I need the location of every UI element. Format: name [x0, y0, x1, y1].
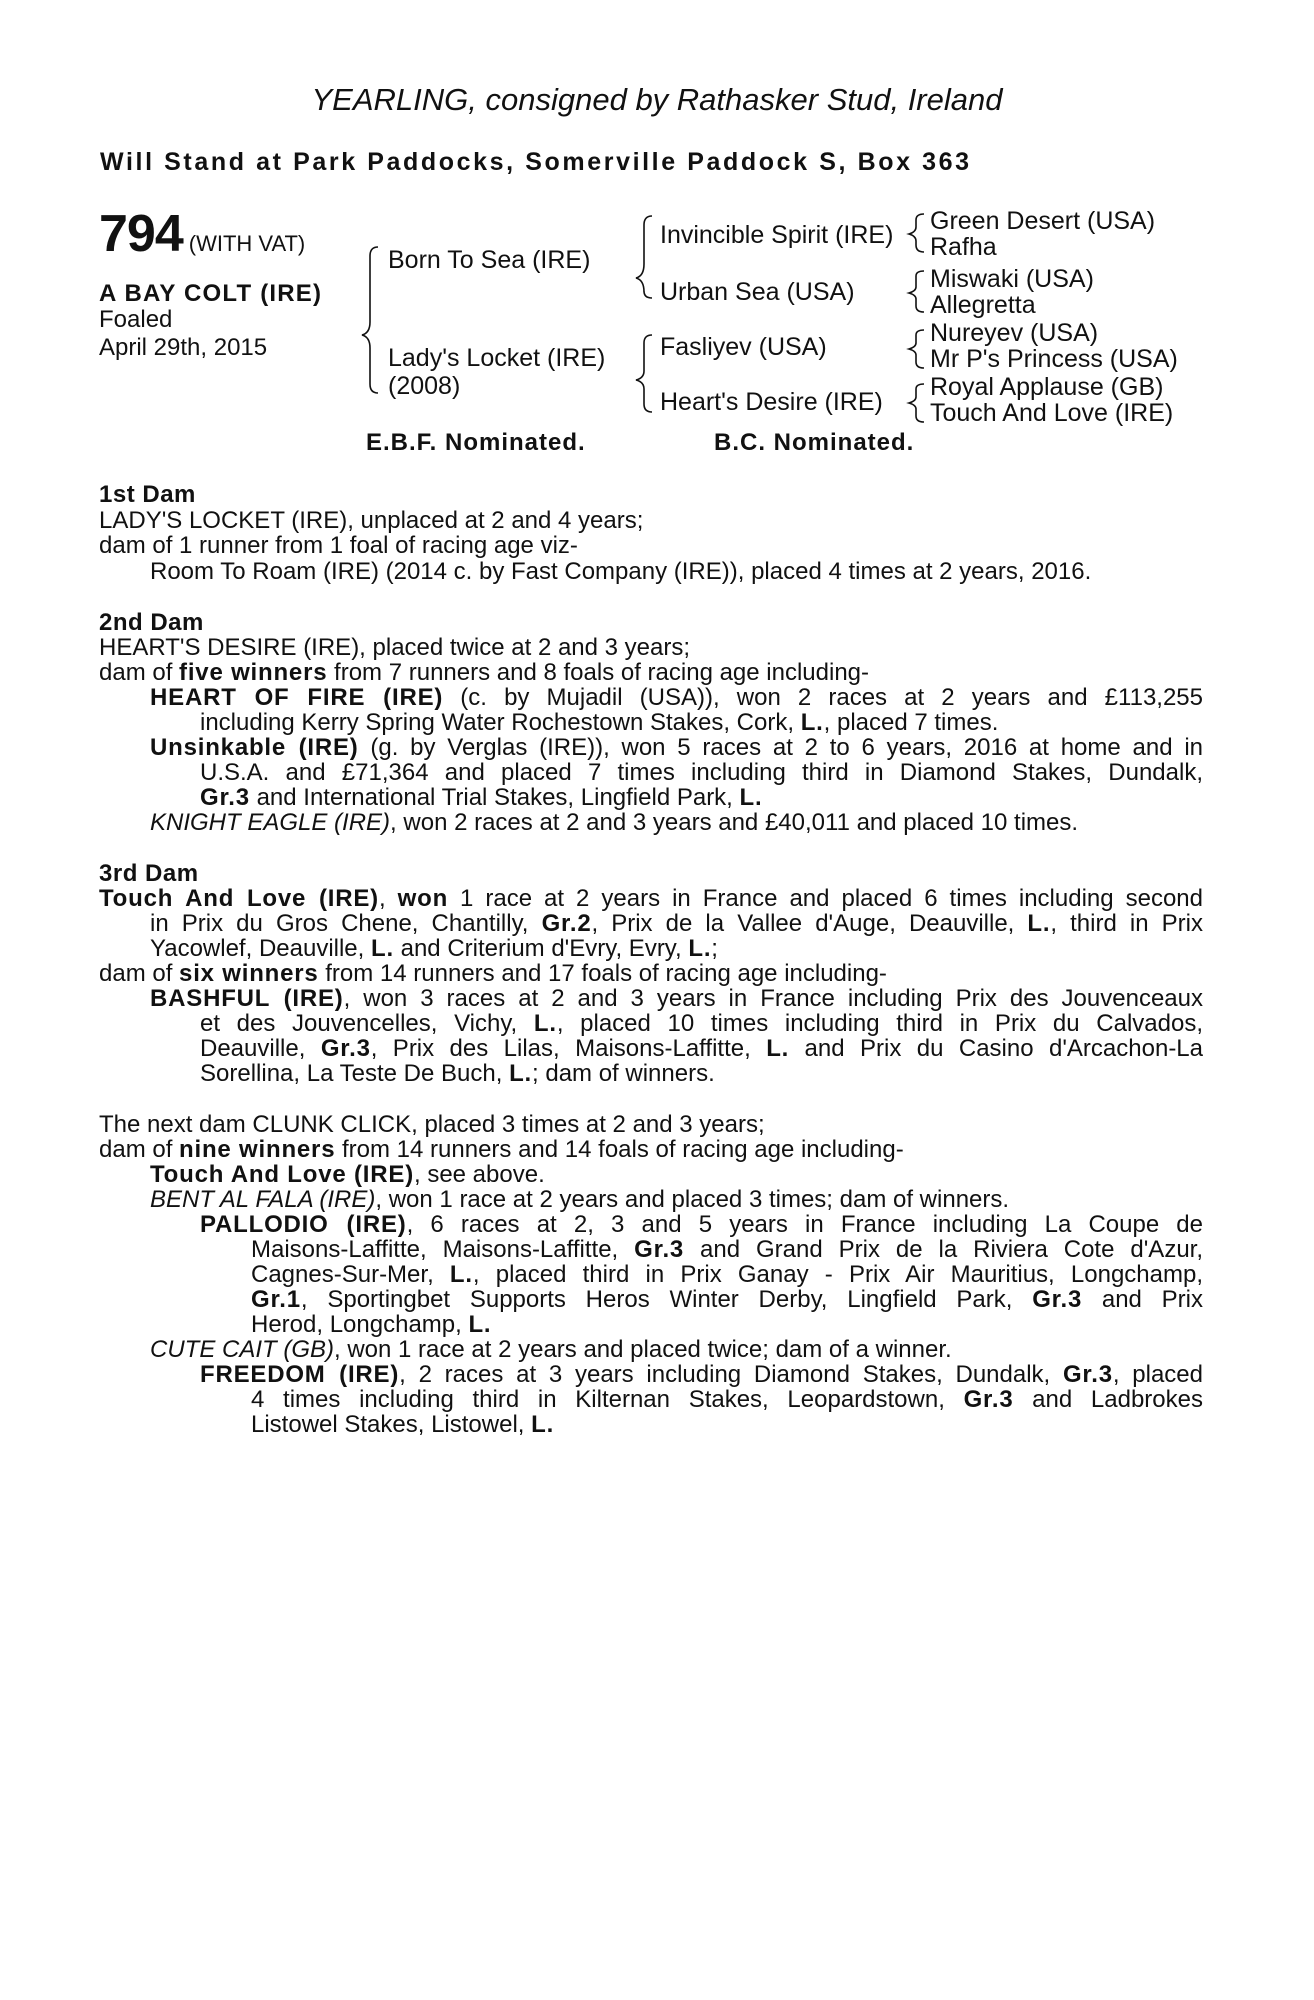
touch-and-love-line-1: Touch And Love (IRE), won 1 race at 2 years in France and placed 6 times including second: [99, 885, 1203, 912]
first-dam-line-2: dam of 1 runner from 1 foal of racing age viz-: [99, 532, 578, 559]
dam-year: (2008): [388, 372, 461, 400]
next-dam-line-2: dam of nine winners from 14 runners and 14 foals of racing age including-: [99, 1136, 904, 1163]
bashful-line-4: Sorellina, La Teste De Buch, L.; dam of winners.: [200, 1060, 715, 1087]
dam-dam: Heart's Desire (IRE): [660, 388, 883, 416]
second-dam-line-2: dam of five winners from 7 runners and 8 foals of racing age including-: [99, 659, 870, 686]
freedom-line-1: FREEDOM (IRE), 2 races at 3 years including Diamond Stakes, Dundalk, Gr.3, placed: [200, 1361, 1203, 1388]
pallodio-line-2: Maisons-Laffitte, Maisons-Laffitte, Gr.3 and Grand Prix de la Riviera Cote d'Azur,: [251, 1236, 1203, 1263]
lot-description: A BAY COLT (IRE): [99, 280, 323, 307]
second-dam-line-1: HEART'S DESIRE (IRE), placed twice at 2 and 3 years;: [99, 634, 691, 661]
touch-and-love-ref: Touch And Love (IRE), see above.: [150, 1161, 545, 1188]
sire-sire: Invincible Spirit (IRE): [660, 221, 894, 249]
sire-dam-bracket: [362, 247, 378, 393]
unsinkable-line-3: Gr.3 and International Trial Stakes, Lingfield Park, L.: [200, 784, 763, 811]
unsinkable-line-2: U.S.A. and £71,364 and placed 7 times including third in Diamond Stakes, Dundalk,: [200, 759, 1203, 786]
lot-number: 794 (WITH VAT): [99, 205, 306, 263]
foaled-label: Foaled: [99, 306, 173, 333]
ggp-2: Rafha: [930, 233, 997, 261]
sire-dam: Urban Sea (USA): [660, 278, 855, 306]
unsinkable-line-1: Unsinkable (IRE) (g. by Verglas (IRE)), won 5 races at 2 to 6 years, 2016 at home and in: [150, 734, 1203, 761]
ggp-bracket-1: [909, 214, 924, 252]
pallodio-line-4: Gr.1, Sportingbet Supports Heros Winter Derby, Lingfield Park, Gr.3 and Prix: [251, 1286, 1203, 1313]
heart-of-fire-line-2: including Kerry Spring Water Rochestown Stakes, Cork, L., placed 7 times.: [200, 709, 999, 736]
bashful-line-1: BASHFUL (IRE), won 3 races at 2 and 3 years in France including Prix des Jouvenceaux: [150, 985, 1203, 1012]
second-dam-heading: 2nd Dam: [99, 609, 204, 636]
vat-note: (WITH VAT): [188, 231, 306, 256]
ggp-bracket-2: [909, 271, 924, 312]
consignor-line: YEARLING, consigned by Rathasker Stud, Ireland: [311, 82, 1003, 117]
heart-of-fire-line-1: HEART OF FIRE (IRE) (c. by Mujadil (USA)), won 2 races at 2 years and £113,255: [150, 684, 1203, 711]
pallodio-line-1: PALLODIO (IRE), 6 races at 2, 3 and 5 years in France including La Coupe de: [200, 1211, 1204, 1238]
ggp-7: Royal Applause (GB): [930, 373, 1164, 401]
ggp-5: Nureyev (USA): [930, 319, 1099, 347]
ggp-1: Green Desert (USA): [930, 207, 1156, 235]
ggp-4: Allegretta: [930, 291, 1036, 319]
pallodio-line-5: Herod, Longchamp, L.: [251, 1311, 492, 1338]
ggp-bracket-3: [909, 330, 924, 368]
dam-line-bracket: [636, 335, 652, 412]
ebf-nominated: E.B.F. Nominated.: [366, 429, 586, 456]
third-dam-heading: 3rd Dam: [99, 860, 199, 887]
freedom-line-2: 4 times including third in Kilternan Stakes, Leopardstown, Gr.3 and Ladbrokes: [251, 1386, 1203, 1413]
first-dam-line-1: LADY'S LOCKET (IRE), unplaced at 2 and 4 years;: [99, 507, 644, 534]
touch-and-love-line-3: Yacowlef, Deauville, L. and Criterium d'Evry, Evry, L.;: [150, 935, 718, 962]
ggp-6: Mr P's Princess (USA): [930, 345, 1178, 373]
bent-al-fala-line: BENT AL FALA (IRE), won 1 race at 2 years and placed 3 times; dam of winners.: [150, 1186, 1010, 1213]
sire-line-bracket: [636, 216, 652, 298]
sire: Born To Sea (IRE): [388, 246, 591, 274]
first-dam-line-3: Room To Roam (IRE) (2014 c. by Fast Company (IRE)), placed 4 times at 2 years, 2016.: [150, 558, 1092, 585]
stand-location: Will Stand at Park Paddocks, Somerville Paddock S, Box 363: [100, 148, 972, 176]
next-dam-line-1: The next dam CLUNK CLICK, placed 3 times at 2 and 3 years;: [99, 1111, 765, 1138]
touch-and-love-line-2: in Prix du Gros Chene, Chantilly, Gr.2, Prix de la Vallee d'Auge, Deauville, L., third in Prix: [150, 910, 1203, 937]
freedom-line-3: Listowel Stakes, Listowel, L.: [251, 1411, 555, 1438]
ggp-8: Touch And Love (IRE): [930, 399, 1174, 427]
pallodio-line-3: Cagnes-Sur-Mer, L., placed third in Prix Ganay - Prix Air Mauritius, Longchamp,: [251, 1261, 1203, 1288]
foaled-date: April 29th, 2015: [99, 334, 268, 361]
third-dam-produce-line: dam of six winners from 14 runners and 17 foals of racing age including-: [99, 960, 887, 987]
knight-eagle-line: KNIGHT EAGLE (IRE), won 2 races at 2 and 3 years and £40,011 and placed 10 times.: [150, 809, 1079, 836]
bc-nominated: B.C. Nominated.: [714, 429, 915, 456]
cute-cait-line: CUTE CAIT (GB), won 1 race at 2 years and placed twice; dam of a winner.: [150, 1336, 952, 1363]
dam: Lady's Locket (IRE): [388, 344, 606, 372]
ggp-3: Miswaki (USA): [930, 265, 1094, 293]
bashful-line-2: et des Jouvencelles, Vichy, L., placed 10 times including third in Prix du Calvados,: [200, 1010, 1203, 1037]
bashful-line-3: Deauville, Gr.3, Prix des Lilas, Maisons-Laffitte, L. and Prix du Casino d'Arcachon-La: [200, 1035, 1204, 1062]
first-dam-heading: 1st Dam: [99, 481, 196, 508]
ggp-bracket-4: [909, 384, 924, 422]
dam-sire: Fasliyev (USA): [660, 333, 827, 361]
